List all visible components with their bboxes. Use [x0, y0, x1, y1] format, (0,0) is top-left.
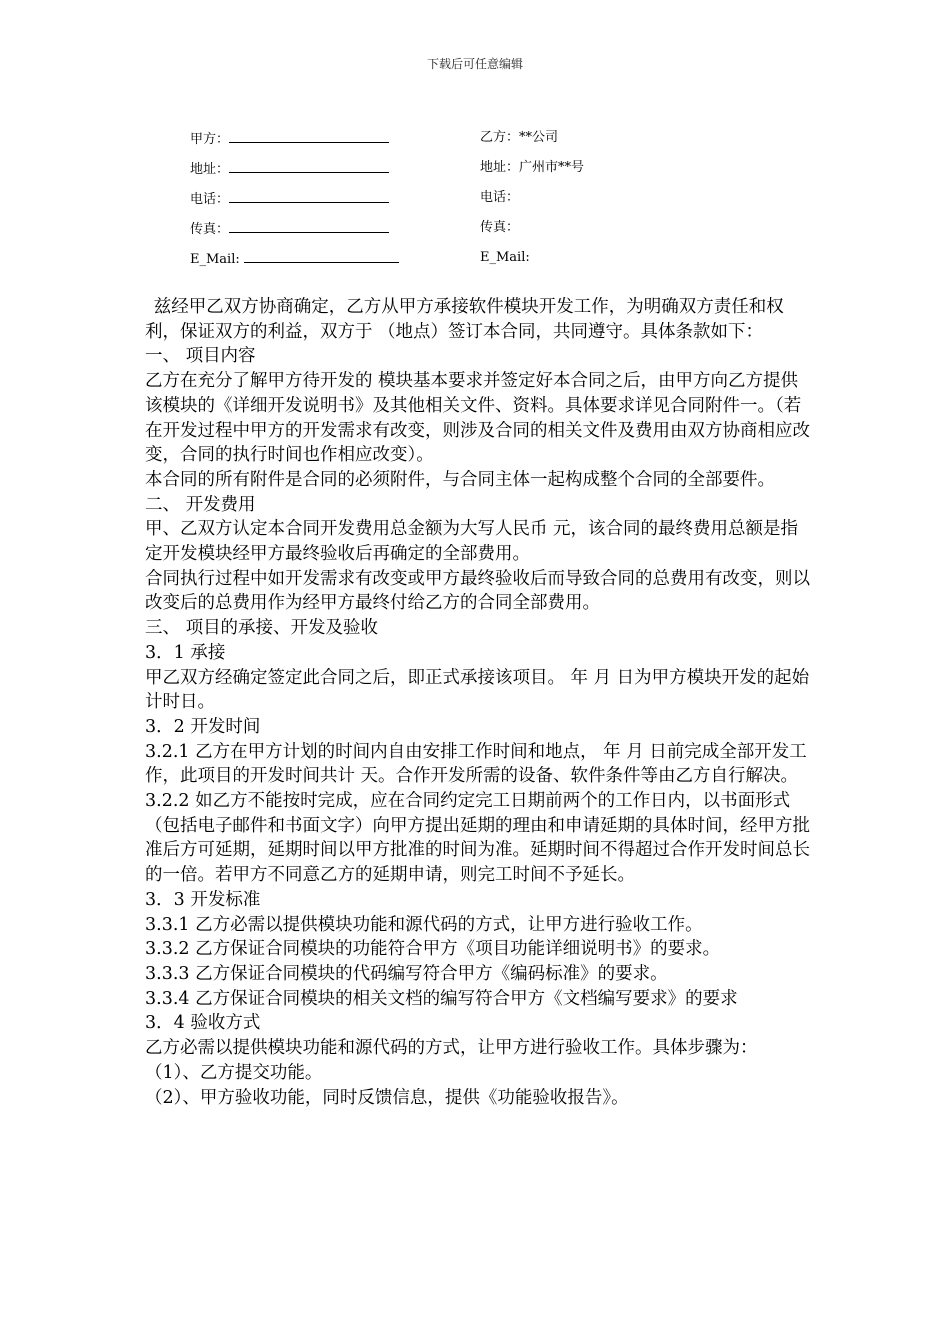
party-b-name-label: 乙方： — [480, 130, 520, 145]
party-a-address-label: 地址： — [190, 162, 230, 177]
party-b-fax-label: 传真： — [480, 220, 520, 235]
party-b-address-value: 广州市**号 — [519, 160, 585, 175]
section-2-heading: 二、 开发费用 — [145, 494, 256, 515]
party-a-email-label: E_Mail: — [190, 252, 244, 267]
subsection-3-4-heading: 3．4 验收方式 — [145, 1013, 261, 1034]
clause-3-3-4: 3.3.4 乙方保证合同模块的相关文档的编写符合甲方《文档编写要求》的要求 — [145, 988, 738, 1009]
party-a-address-blank — [229, 158, 389, 173]
party-b-email-field — [480, 248, 530, 268]
clause-3-3-3: 3.3.3 乙方保证合同模块的代码编写符合甲方《编码标准》的要求。 — [145, 963, 668, 984]
party-b-phone-label: 电话： — [480, 190, 520, 205]
party-a-address-field — [190, 158, 389, 180]
party-b-address-label: 地址： — [480, 160, 520, 175]
party-a-name-blank — [229, 128, 389, 143]
contract-body — [145, 295, 815, 1110]
clause-3-2-1: 3.2.1 乙方在甲方计划的时间内自由安排工作时间和地点， 年 月 日前完成全部开发工作，此项目的开发时间共计 天。合作开发所需的设备、软件条件等由乙方自行解决。 — [145, 741, 807, 787]
party-b-fax-field — [480, 218, 519, 238]
party-row-address — [190, 158, 810, 178]
clause-3-2-2: 3.2.2 如乙方不能按时完成，应在合同约定完工日期前两个的工作日内，以书面形式（包括电子邮件和书面文字）向甲方提出延期的理由和申请延期的具体时间，经甲方批准后方可延期，延期时间以甲方批准的时间为准。延期时间不得超过合作开发时间总长的一倍。若甲方不同意乙方的延期申请，则完工时间不予延长。 — [145, 791, 810, 886]
step-1: （1）、乙方提交功能。 — [145, 1062, 323, 1083]
party-b-phone-field — [480, 188, 519, 208]
party-b-name-value: **公司 — [519, 130, 559, 145]
subsection-3-3-heading: 3．3 开发标准 — [145, 889, 261, 910]
party-row-email — [190, 248, 810, 268]
party-row-phone — [190, 188, 810, 208]
section-1-paragraph-2: 本合同的所有附件是合同的必须附件，与合同主体一起构成整个合同的全部要件。 — [145, 469, 775, 490]
section-1-paragraph-1: 乙方在充分了解甲方待开发的 模块基本要求并签定好本合同之后，由甲方向乙方提供该模块的《详细开发说明书》及其他相关文件、资料。具体要求详见合同附件一。（若在开发过程中甲方的开发需求有改变，则涉及合同的相关文件及费用由双方协商相应改变，合同的执行时间也作相应改变）。 — [145, 371, 810, 466]
subsection-3-4-paragraph: 乙方必需以提供模块功能和源代码的方式，让甲方进行验收工作。具体步骤为： — [145, 1038, 758, 1059]
section-2-paragraph-1: 甲、乙双方认定本合同开发费用总金额为大写人民币 元，该合同的最终费用总额是指定开发模块经甲方最终验收后再确定的全部费用。 — [145, 519, 799, 565]
clause-3-3-1: 3.3.1 乙方必需以提供模块功能和源代码的方式，让甲方进行验收工作。 — [145, 914, 703, 935]
party-b-address-field — [480, 158, 584, 178]
subsection-3-2-heading: 3．2 开发时间 — [145, 716, 261, 737]
party-row-name — [190, 128, 810, 148]
intro-paragraph: 兹经甲乙双方协商确定，乙方从甲方承接软件模块开发工作，为明确双方责任和权利，保证双方的利益，双方于 （地点）签订本合同，共同遵守。具体条款如下： — [145, 297, 784, 342]
party-info-block — [190, 128, 810, 268]
section-2-paragraph-2: 合同执行过程中如开发需求有改变或甲方最终验收后而导致合同的总费用有改变，则以改变后的总费用作为经甲方最终付给乙方的合同全部费用。 — [145, 568, 810, 614]
party-a-email-blank — [244, 248, 399, 263]
party-a-email-field — [190, 248, 399, 270]
party-a-fax-field — [190, 218, 389, 240]
section-3-heading: 三、 项目的承接、开发及验收 — [145, 618, 379, 639]
party-a-name-field — [190, 128, 389, 150]
party-b-name-field — [480, 128, 558, 148]
party-a-phone-blank — [229, 188, 389, 203]
section-1-heading: 一、 项目内容 — [145, 346, 256, 367]
subsection-3-1-paragraph: 甲乙双方经确定签定此合同之后，即正式承接该项目。 年 月 日为甲方模块开发的起始计时日。 — [145, 667, 810, 713]
party-a-phone-label: 电话： — [190, 192, 230, 207]
party-b-email-label: E_Mail: — [480, 250, 530, 265]
page-header-note: 下载后可任意编辑 — [426, 57, 523, 71]
subsection-3-1-heading: 3．1 承接 — [145, 642, 226, 663]
party-a-fax-blank — [229, 218, 389, 233]
party-a-phone-field — [190, 188, 389, 210]
party-a-name-label: 甲方： — [190, 132, 230, 147]
step-2: （2）、甲方验收功能，同时反馈信息，提供《功能验收报告》。 — [145, 1087, 629, 1108]
clause-3-3-2: 3.3.2 乙方保证合同模块的功能符合甲方《项目功能详细说明书》的要求。 — [145, 939, 721, 960]
party-a-fax-label: 传真： — [190, 222, 230, 237]
party-row-fax — [190, 218, 810, 238]
